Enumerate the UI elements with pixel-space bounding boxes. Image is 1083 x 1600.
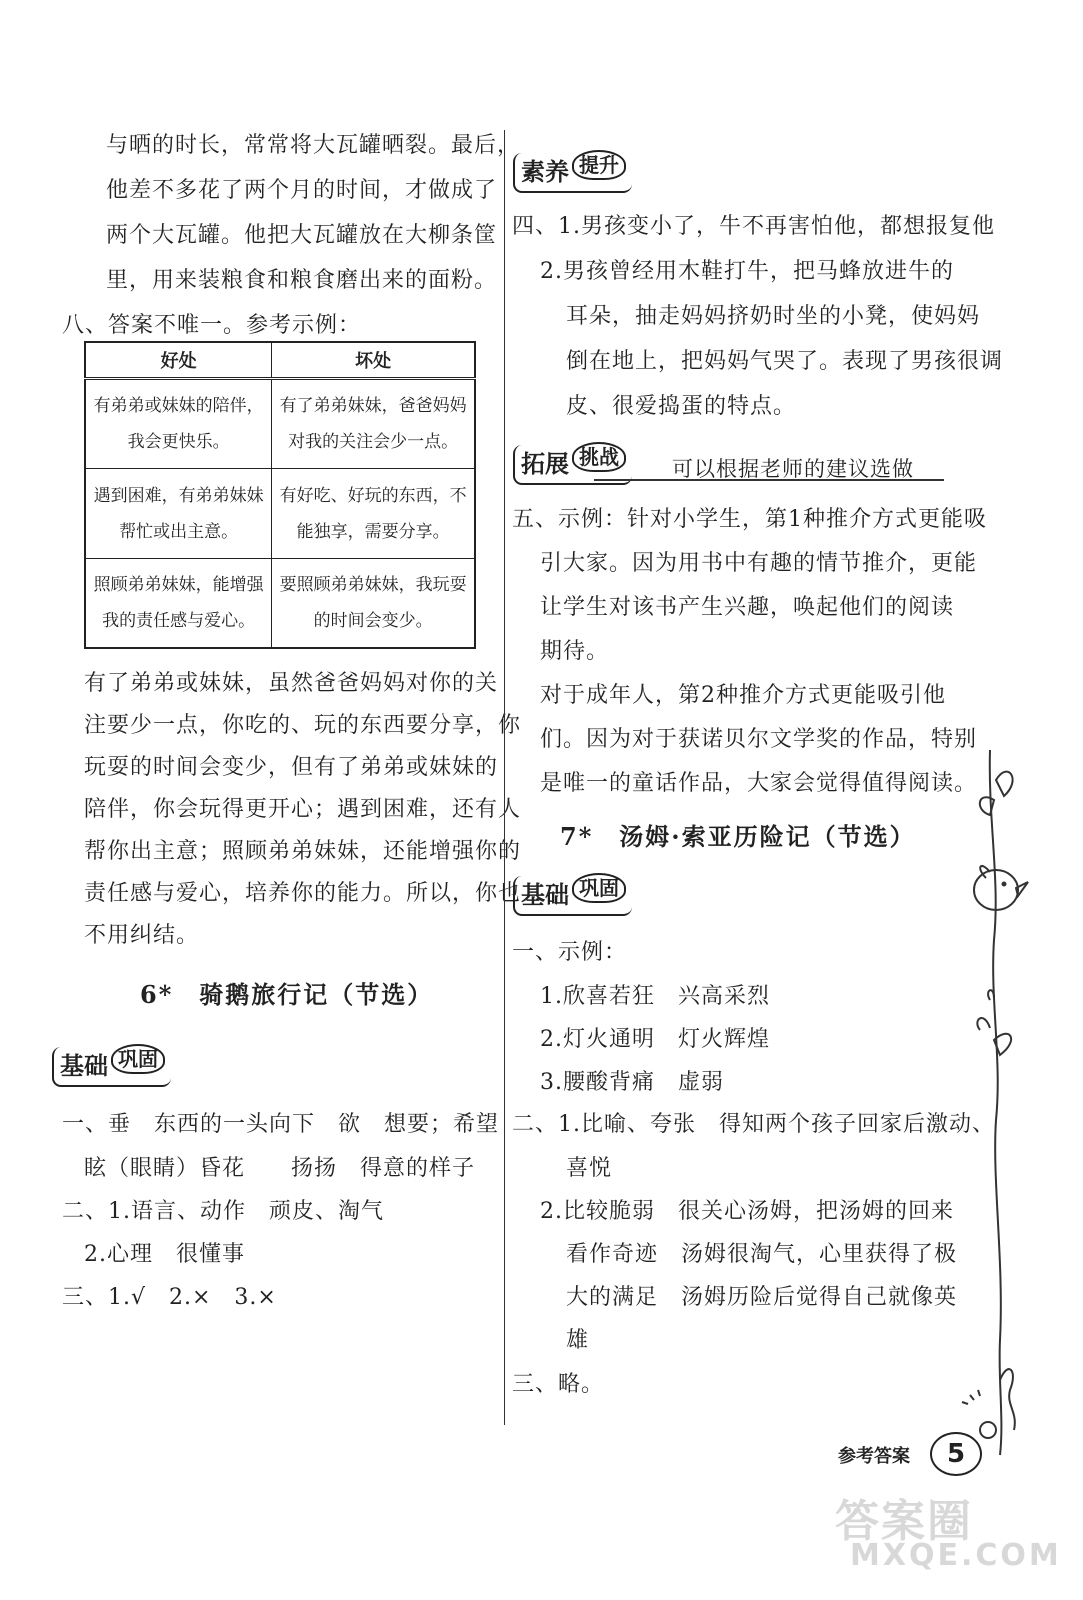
table-cell: 要照顾弟弟妹妹，我玩耍的时间会变少。 (272, 558, 475, 648)
r-answer-line-9: 大的满足 汤姆历险后觉得自己就像英 (566, 1285, 958, 1310)
section-badge-basic-2 (513, 876, 632, 916)
s4-line-3: 耳朵，抽走妈妈挤奶时坐的小凳，使妈妈 (566, 304, 981, 329)
s5-line-4: 期待。 (540, 639, 610, 664)
r-answer-line-6: 喜悦 (566, 1156, 613, 1181)
s4-line-2: 2.男孩曾经用木鞋打牛，把马蜂放进牛的 (540, 259, 954, 284)
lesson-6-title: 6* 骑鹅旅行记（节选） (140, 980, 434, 1009)
r-answer-line-3: 2.灯火通明 灯火辉煌 (540, 1027, 770, 1052)
s4-line-1: 四、1.男孩变小了，牛不再害怕他，都想报复他 (512, 214, 995, 239)
s5-line-2: 引大家。因为用书中有趣的情节推介，更能 (540, 551, 978, 576)
table-header-pros: 好处 (85, 342, 272, 379)
table-row (85, 558, 475, 648)
s5-line-7: 是唯一的童话作品，大家会觉得值得阅读。 (540, 771, 978, 796)
page-number: 5 (930, 1432, 982, 1476)
extension-note: 可以根据老师的建议选做 (672, 457, 914, 481)
r-answer-line-7: 2.比较脆弱 很关心汤姆，把汤姆的回来 (540, 1199, 954, 1224)
r-answer-line-1: 一、示例： (512, 940, 628, 965)
table-cell: 有好吃、好玩的东西，不能独享，需要分享。 (272, 469, 475, 558)
r-answer-line-8: 看作奇迹 汤姆很淘气，心里获得了极 (566, 1242, 958, 1267)
s5-line-6: 们。因为对于获诺贝尔文学奖的作品，特别 (540, 727, 978, 752)
r-answer-line-10: 雄 (566, 1328, 590, 1353)
para-line-6: 责任感与爱心，培养你的能力。所以，你也 (84, 881, 522, 906)
badge-main-label: 基础 (60, 1052, 108, 1080)
badge-small-label: 挑战 (572, 442, 626, 472)
r-answer-line-5: 二、1.比喻、夸张 得知两个孩子回家后激动、 (512, 1112, 995, 1137)
watermark-url: MXQE.COM (850, 1538, 1062, 1573)
table-header-cons: 坏处 (272, 342, 475, 379)
left-line-2: 他差不多花了两个月的时间，才做成了 (106, 178, 498, 203)
section-8-heading: 八、答案不唯一。参考示例： (62, 313, 362, 338)
s5-line-1: 五、示例：针对小学生，第1种推介方式更能吸 (512, 507, 987, 532)
para-line-7: 不用纠结。 (84, 923, 200, 948)
answer-line-3: 二、1.语言、动作 顽皮、淘气 (62, 1199, 384, 1224)
column-divider (504, 130, 505, 1425)
left-line-1: 与晒的时长，常常将大瓦罐晒裂。最后， (106, 133, 521, 158)
table-cell: 照顾弟弟妹妹，能增强我的责任感与爱心。 (85, 558, 272, 648)
table-row (85, 379, 475, 469)
para-line-2: 注要少一点，你吃的、玩的东西要分享，你 (84, 713, 522, 738)
para-line-5: 帮你出主意；照顾弟弟妹妹，还能增强你的 (84, 839, 522, 864)
para-line-4: 陪伴，你会玩得更开心；遇到困难，还有人 (84, 797, 522, 822)
section-badge-literacy (513, 153, 632, 193)
s4-line-4: 倒在地上，把妈妈气哭了。表现了男孩很调 (566, 349, 1004, 374)
left-line-4: 里，用来装粮食和粮食磨出来的面粉。 (106, 268, 498, 293)
para-line-1: 有了弟弟或妹妹，虽然爸爸妈妈对你的关 (84, 671, 499, 696)
vine-bird-decoration-icon (960, 740, 1050, 1460)
r-answer-line-2: 1.欣喜若狂 兴高采烈 (540, 984, 770, 1009)
s4-line-5: 皮、很爱捣蛋的特点。 (566, 394, 797, 419)
badge-small-label: 巩固 (572, 873, 626, 903)
badge-small-label: 巩固 (111, 1044, 165, 1074)
para-line-3: 玩耍的时间会变少，但有了弟弟或妹妹的 (84, 755, 499, 780)
table-cell: 遇到困难，有弟弟妹妹帮忙或出主意。 (85, 469, 272, 558)
table-cell: 有了弟弟妹妹，爸爸妈妈对我的关注会少一点。 (272, 379, 475, 469)
table-cell: 有弟弟或妹妹的陪伴，我会更快乐。 (85, 379, 272, 469)
answer-line-2: 眩（眼睛）昏花 扬扬 得意的样子 (84, 1156, 476, 1181)
answer-line-5: 三、1.√ 2.× 3.× (62, 1285, 277, 1310)
watermark-logo: 答案圈 (835, 1496, 973, 1547)
section-badge-basic (52, 1047, 171, 1087)
badge-main-label: 拓展 (521, 450, 569, 478)
badge-main-label: 素养 (521, 158, 569, 186)
footer-label: 参考答案 (838, 1446, 910, 1467)
answer-line-4: 2.心理 很懂事 (84, 1242, 245, 1267)
r-answer-line-11: 三、略。 (512, 1372, 605, 1397)
badge-main-label: 基础 (521, 881, 569, 909)
extension-underline (594, 479, 944, 481)
lesson-7-title: 7* 汤姆·索亚历险记（节选） (560, 822, 916, 851)
left-line-3: 两个大瓦罐。他把大瓦罐放在大柳条筐 (106, 223, 498, 248)
r-answer-line-4: 3.腰酸背痛 虚弱 (540, 1070, 724, 1095)
answer-line-1: 一、垂 东西的一头向下 欲 想要；希望 (62, 1112, 500, 1137)
badge-small-label: 提升 (572, 150, 626, 180)
s5-line-5: 对于成年人，第2种推介方式更能吸引他 (540, 683, 946, 708)
s5-line-3: 让学生对该书产生兴趣，唤起他们的阅读 (540, 595, 955, 620)
pros-cons-table (84, 341, 476, 649)
table-row (85, 469, 475, 558)
